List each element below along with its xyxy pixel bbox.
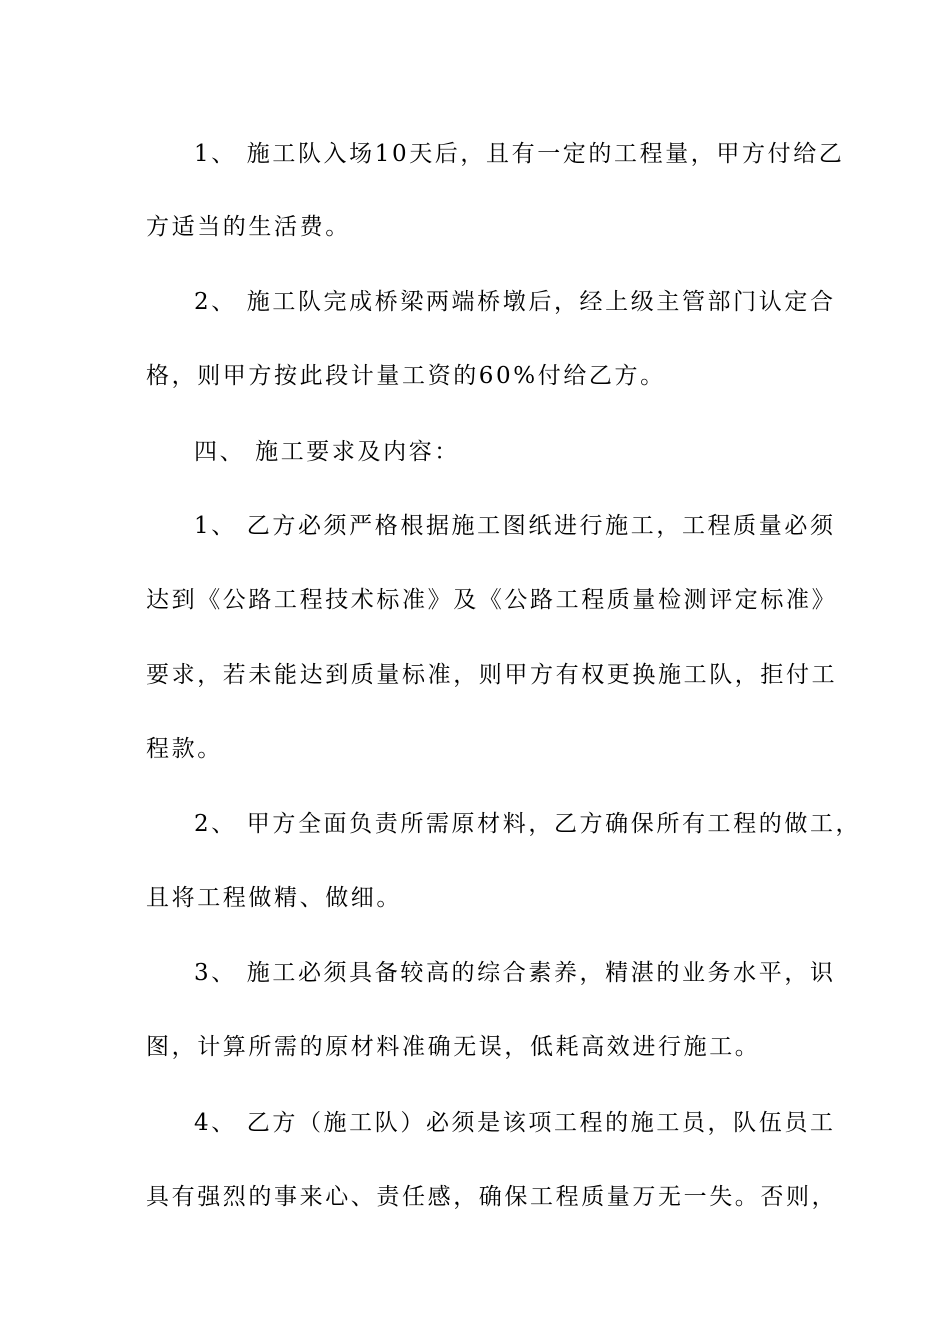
paragraph-line: 程款。 [146, 736, 223, 762]
paragraph-line: 方适当的生活费。 [146, 214, 351, 240]
paragraph-line: 具有强烈的事来心、责任感，确保工程质量万无一失。否则， [146, 1184, 838, 1210]
paragraph-line: 且将工程做精、做细。 [146, 885, 402, 911]
paragraph-line: 1、 施工队入场10天后，且有一定的工程量，甲方付给乙 [194, 141, 845, 167]
section-heading: 四、 施工要求及内容： [194, 439, 460, 465]
paragraph-line: 1、 乙方必须严格根据施工图纸进行施工，工程质量必须 [194, 513, 836, 539]
paragraph-line: 3、 施工必须具备较高的综合素养，精湛的业务水平，识 [194, 960, 836, 986]
paragraph-line: 要求，若未能达到质量标准，则甲方有权更换施工队，拒付工 [146, 662, 838, 688]
paragraph-line: 图，计算所需的原材料准确无误，低耗高效进行施工。 [146, 1034, 761, 1060]
paragraph-line: 2、 施工队完成桥梁两端桥墩后，经上级主管部门认定合 [194, 289, 836, 315]
paragraph-line: 达到《公路工程技术标准》及《公路工程质量检测评定标准》 [146, 587, 838, 613]
paragraph-line: 4、 乙方（施工队）必须是该项工程的施工员，队伍员工 [194, 1110, 836, 1136]
paragraph-line: 2、 甲方全面负责所需原材料，乙方确保所有工程的做工， [194, 811, 862, 837]
paragraph-line: 格，则甲方按此段计量工资的60%付给乙方。 [146, 363, 666, 389]
